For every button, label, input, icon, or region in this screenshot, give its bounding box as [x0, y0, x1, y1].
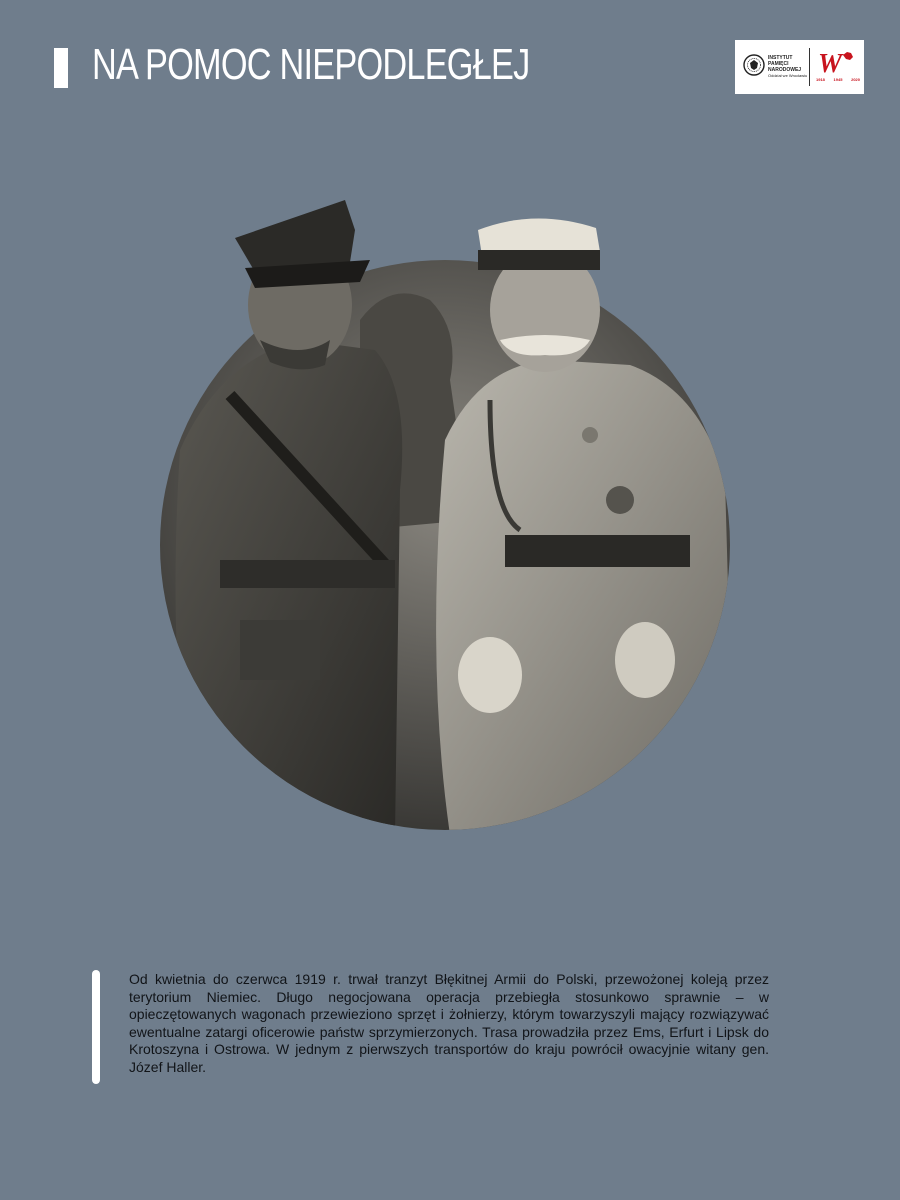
ipn-emblem-icon	[743, 54, 765, 76]
title-accent-bar	[54, 48, 68, 88]
logo-panel	[735, 40, 864, 94]
historical-photo	[160, 190, 735, 835]
caption-accent-bar	[92, 970, 100, 1084]
ipn-logo-text: INSTYTUT PAMIĘCI NARODOWEJ Oddział we Wrocławiu	[768, 55, 808, 78]
logo-divider	[809, 48, 810, 86]
page-title: NA POMOC NIEPODLEGŁEJ	[92, 40, 530, 89]
w-logo-years: 1918 1945 2020	[816, 77, 860, 82]
w-logo-icon	[817, 49, 855, 75]
caption-text: Od kwietnia do czerwca 1919 r. trwał tranzyt Błękitnej Armii do Polski, przewożonej koleją przez terytorium Niemiec. Długo negocjowana operacja przebiegła stosunkowo sprawnie – w opieczętowanych wagonach przewieziono sprzęt i żołnierzy, którym towarzyszyli mający rozwiązywać ewentualne zatargi oficerowie państw sprzymierzonych. Trasa prowadziła przez Ems, Erfurt i Lipsk do Krotoszyna i Ostrowa. W jednym z pierwszych transportów do kraju powrócił owacyjnie witany gen. Józef Haller.	[129, 971, 769, 1075]
svg-text:W: W	[818, 49, 843, 75]
